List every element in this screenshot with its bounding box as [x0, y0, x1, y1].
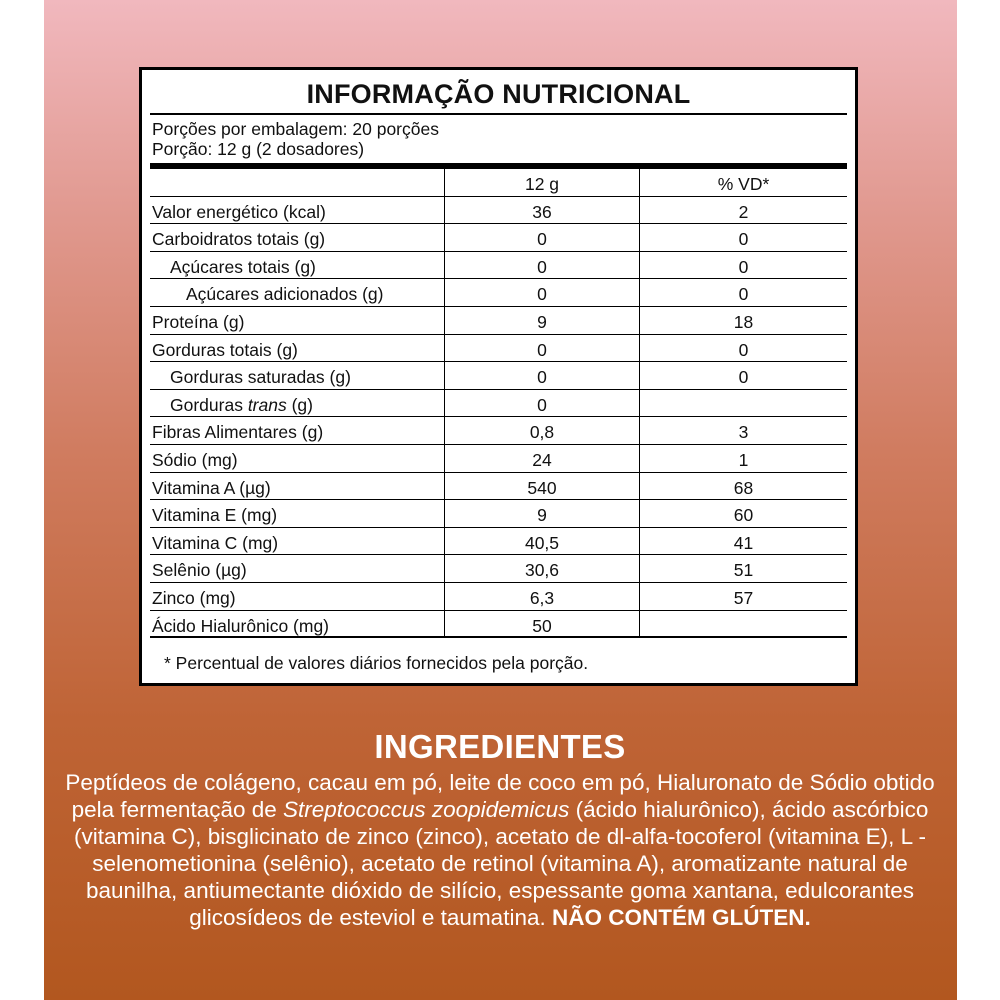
- row-name-italic: trans: [247, 394, 287, 415]
- nutrition-table: [139, 67, 858, 686]
- table-row: [150, 197, 847, 225]
- nutrition-title: INFORMAÇÃO NUTRICIONAL: [306, 79, 691, 109]
- row-qty: 36: [445, 197, 640, 224]
- row-vd: 0: [738, 229, 749, 250]
- row-name-post: (g): [286, 394, 313, 415]
- table-row: [150, 362, 847, 390]
- row-name: Carboidratos totais (g): [150, 224, 445, 251]
- gluten-notice: NÃO CONTÉM GLÚTEN.: [551, 905, 811, 930]
- row-qty: 50: [445, 611, 640, 637]
- row-qty: 0: [445, 362, 640, 389]
- table-row: [150, 279, 847, 307]
- row-vd: 41: [733, 532, 754, 553]
- row-qty: 0: [445, 390, 640, 417]
- nutrition-grid: [150, 169, 847, 638]
- row-vd: 2: [738, 201, 749, 222]
- table-row: [150, 390, 847, 418]
- row-name: Fibras Alimentares (g): [150, 417, 445, 444]
- row-name: Açúcares adicionados (g): [150, 279, 445, 306]
- row-name: Vitamina A (µg): [150, 473, 445, 500]
- row-name: Açúcares totais (g): [150, 252, 445, 279]
- serving-info: [142, 115, 855, 159]
- row-qty: 0,8: [445, 417, 640, 444]
- table-row: [150, 473, 847, 501]
- table-row: [150, 555, 847, 583]
- row-qty: 6,3: [445, 583, 640, 610]
- row-vd: 57: [733, 587, 754, 608]
- servings-per-pack: Porções por embalagem: 20 porções: [152, 119, 439, 139]
- row-vd: 60: [733, 505, 754, 526]
- table-row: [150, 307, 847, 335]
- row-vd: [640, 611, 847, 637]
- vd-footnote: * Percentual de valores diários fornecidos pela porção.: [164, 653, 589, 673]
- row-qty: 24: [445, 445, 640, 472]
- ingredients-text: [60, 769, 940, 931]
- table-row: [150, 611, 847, 639]
- row-vd: 0: [738, 256, 749, 277]
- ingredients-part2: (ácido hialurônico), ácido ascórbico (vitamina C), bisglicinato de zinco (zinco), acetato de dl-alfa-tocoferol (vitamina E), L - selenometionina (selênio), acetato de retinol (vitamina A), aromatizante natural de baunilha, antiumectante dióxido de silício, espessante goma xantana, edulcorantes glicosídeos de esteviol e taumatina.: [73, 797, 929, 930]
- row-vd: 0: [738, 367, 749, 388]
- row-qty: 9: [445, 500, 640, 527]
- row-name-pre: Gorduras: [170, 394, 248, 415]
- row-qty: 0: [445, 224, 640, 251]
- row-vd: 51: [733, 560, 754, 581]
- table-row: [150, 252, 847, 280]
- table-row: [150, 224, 847, 252]
- table-row: [150, 500, 847, 528]
- row-name: Vitamina E (mg): [150, 500, 445, 527]
- ingredients-species: Streptococcus zoopidemicus: [283, 797, 570, 822]
- row-qty: 40,5: [445, 528, 640, 555]
- row-qty: 0: [445, 252, 640, 279]
- row-vd: 0: [738, 339, 749, 360]
- row-name: Vitamina C (mg): [150, 528, 445, 555]
- row-vd: 18: [733, 311, 754, 332]
- row-vd: 3: [738, 422, 749, 443]
- row-vd: 68: [733, 477, 754, 498]
- ingredients-part1: Peptídeos de colágeno, cacau em pó, leite de coco em pó, Hialuronato de Sódio obtido pela fermentação de: [65, 770, 935, 822]
- table-header-row: [150, 169, 847, 197]
- header-qty-cell: 12 g: [445, 169, 640, 196]
- row-qty: 9: [445, 307, 640, 334]
- row-vd: 0: [738, 284, 749, 305]
- row-vd: [640, 390, 847, 417]
- row-name: Zinco (mg): [150, 583, 445, 610]
- row-name: Valor energético (kcal): [150, 197, 445, 224]
- table-row: [150, 583, 847, 611]
- row-qty: 0: [445, 279, 640, 306]
- table-row: [150, 528, 847, 556]
- table-row: [150, 417, 847, 445]
- ingredients-title: INGREDIENTES: [374, 728, 626, 765]
- row-name: Sódio (mg): [150, 445, 445, 472]
- row-qty: 540: [445, 473, 640, 500]
- row-name: Ácido Hialurônico (mg): [150, 611, 445, 637]
- table-row: [150, 445, 847, 473]
- row-name: Gorduras totais (g): [150, 335, 445, 362]
- header-vd-cell: % VD*: [717, 174, 770, 194]
- ingredients-section: [60, 726, 940, 931]
- serving-size: Porção: 12 g (2 dosadores): [152, 139, 365, 159]
- row-vd: 1: [738, 449, 749, 470]
- row-name: Proteína (g): [150, 307, 445, 334]
- row-name: Gorduras saturadas (g): [150, 362, 445, 389]
- row-qty: 30,6: [445, 555, 640, 582]
- table-row: [150, 335, 847, 363]
- row-name: Selênio (µg): [150, 555, 445, 582]
- header-name-cell: [150, 169, 445, 196]
- row-qty: 0: [445, 335, 640, 362]
- row-name: [150, 390, 445, 417]
